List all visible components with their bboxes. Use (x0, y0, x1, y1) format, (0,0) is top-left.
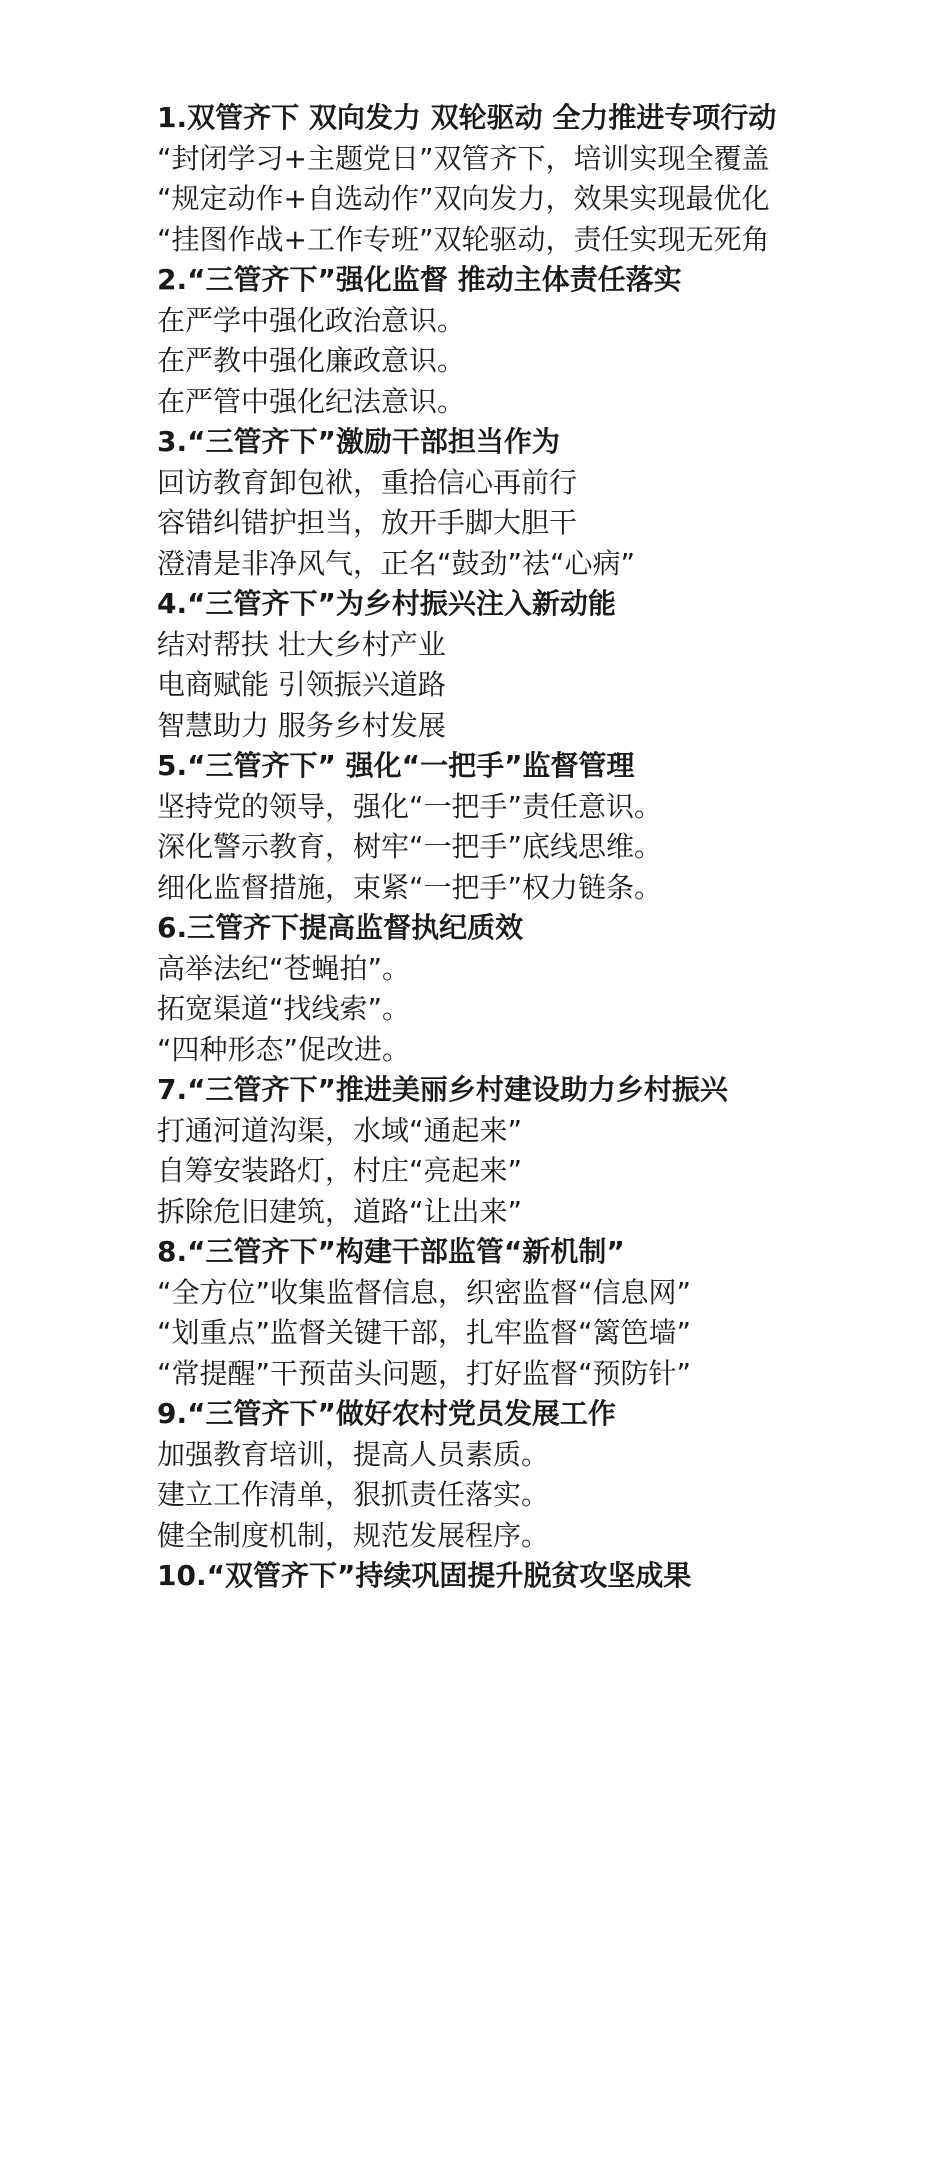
section-line: 智慧助力 服务乡村发展 (157, 708, 446, 742)
section-line: 自筹安装路灯，村庄“亮起来” (157, 1154, 523, 1187)
section-line: 拓宽渠道“找线索”。 (157, 992, 411, 1025)
section-7 (157, 1070, 877, 1232)
section-line: 澄清是非净风气，正名“鼓劲”祛“心病” (157, 546, 636, 580)
section-line: 拆除危旧建筑，道路“让出来” (157, 1194, 523, 1228)
section-line: “挂图作战+工作专班”双轮驱动，责任实现无死角 (157, 222, 770, 256)
section-line: 在严教中强化廉政意识。 (157, 344, 466, 377)
section-6 (157, 908, 877, 1070)
section-line: 打通河道沟渠，水域“通起来” (157, 1113, 523, 1147)
section-heading: 5.“三管齐下” 强化“一把手”监督管理 (157, 749, 635, 782)
section-heading: 9.“三管齐下”做好农村党员发展工作 (157, 1397, 616, 1430)
section-8 (157, 1232, 877, 1394)
section-10 (157, 1556, 877, 1597)
section-line: “四种形态”促改进。 (157, 1032, 411, 1066)
section-line: “常提醒”干预苗头问题，打好监督“预防针” (157, 1356, 692, 1390)
section-heading: 6.三管齐下提高监督执纪质效 (157, 911, 524, 944)
section-line: 电商赋能 引领振兴道路 (157, 668, 446, 701)
section-heading: 10.“双管齐下”持续巩固提升脱贫攻坚成果 (157, 1559, 692, 1592)
document-body (157, 98, 877, 1597)
section-line: 加强教育培训，提高人员素质。 (157, 1437, 550, 1471)
section-line: “划重点”监督关键干部，扎牢监督“篱笆墙” (157, 1316, 692, 1349)
section-5 (157, 746, 877, 908)
section-line: 坚持党的领导，强化“一把手”责任意识。 (157, 789, 663, 823)
section-9 (157, 1394, 877, 1556)
section-2 (157, 260, 877, 422)
section-3 (157, 422, 877, 584)
section-line: 健全制度机制，规范发展程序。 (157, 1518, 550, 1552)
section-heading: 3.“三管齐下”激励干部担当作为 (157, 425, 560, 458)
section-heading: 8.“三管齐下”构建干部监管“新机制” (157, 1235, 625, 1268)
section-4 (157, 584, 877, 746)
section-heading: 1.双管齐下 双向发力 双轮驱动 全力推进专项行动 (157, 101, 777, 134)
section-line: “规定动作+自选动作”双向发力，效果实现最优化 (157, 182, 770, 215)
section-line: “全方位”收集监督信息，织密监督“信息网” (157, 1275, 692, 1309)
section-line: 容错纠错护担当，放开手脚大胆干 (157, 506, 578, 539)
section-line: 深化警示教育，树牢“一把手”底线思维。 (157, 830, 663, 863)
section-line: 在严管中强化纪法意识。 (157, 384, 466, 418)
section-line: 细化监督措施，束紧“一把手”权力链条。 (157, 870, 663, 904)
section-line: 回访教育卸包袱，重拾信心再前行 (157, 465, 578, 499)
section-line: “封闭学习+主题党日”双管齐下，培训实现全覆盖 (157, 141, 770, 175)
section-line: 建立工作清单，狠抓责任落实。 (157, 1478, 550, 1511)
section-line: 结对帮扶 壮大乡村产业 (157, 627, 446, 661)
section-1 (157, 98, 877, 260)
section-line: 高举法纪“苍蝇拍”。 (157, 951, 411, 985)
section-heading: 7.“三管齐下”推进美丽乡村建设助力乡村振兴 (157, 1073, 728, 1106)
section-line: 在严学中强化政治意识。 (157, 303, 466, 337)
section-heading: 2.“三管齐下”强化监督 推动主体责任落实 (157, 263, 682, 296)
section-heading: 4.“三管齐下”为乡村振兴注入新动能 (157, 587, 616, 620)
